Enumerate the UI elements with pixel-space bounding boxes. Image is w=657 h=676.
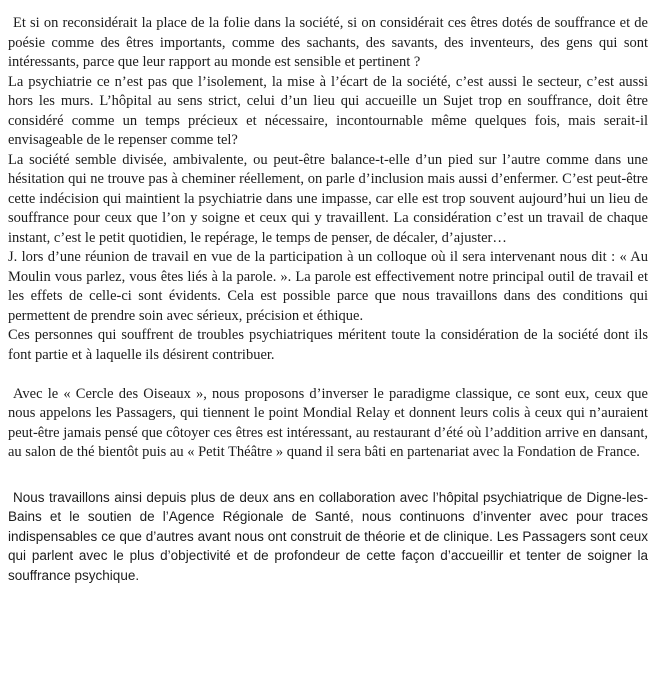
paragraph-consideration: Ces personnes qui souffrent de troubles psychiatriques méritent toute la considération de la société dont ils font partie et à laquelle ils désirent contribuer. xyxy=(8,327,648,363)
paragraph-psychiatrie-secteur: La psychiatrie ce n’est pas que l’isolement, la mise à l’écart de la société, c’est aussi le secteur, c’est aussi hors les murs. L’hôpital au sens strict, celui d’un lieu qui accueille un Sujet trop en souffrance, doit être considéré comme un temps précieux et nécessaire, incontournable même quelques fois, mais serait-il envisageable de le repenser comme tel? xyxy=(8,73,648,148)
paragraph-societe-divisee: La société semble divisée, ambivalente, ou peut-être balance-t-elle d’un pied sur l’autre comme dans une hésitation qui ne trouve pas à cheminer réellement, on parle d’inclusion mais aussi d’enfermer. C’est peut-être cette indécision qui maintient la psychiatrie dans une impasse, car elle est trop souvent aujourd’hui un lieu de souffrance pour ceux que l’on y soigne et ceux qui y travaillent. La considération c’est un travail de chaque instant, c’est le petit quotidien, le repérage, le temps de penser, de décaler, d’ajuster… xyxy=(8,151,648,246)
paragraph-cercle-des-oiseaux: Avec le « Cercle des Oiseaux », nous proposons d’inverser le paradigme classique, ce sont eux, ceux que nous appelons les Passagers, qui tiennent le point Mondial Relay et donnent leurs colis à ceux qui n’auraient peut-être jamais pensé que côtoyer ces êtres est intéressant, au restaurant d’été où l’addition arrive en dansant, au salon de thé bientôt puis au « Petit Théâtre » quand il sera bâti en partenariat avec la Fondation de France. xyxy=(8,385,648,460)
paragraph-citation-moulin: J. lors d’une réunion de travail en vue de la participation à un colloque où il sera intervenant nous dit : « Au Moulin vous parlez, vous êtes liés à la parole. ». La parole est effectivement notre principal outil de travail et les effets de celle-ci sont évidents. Cela est possible parce que nous travaillons dans des conditions qui permettent de prendre soin avec sérieux, précision et éthique. xyxy=(8,249,648,324)
paragraph-collaboration: Nous travaillons ainsi depuis plus de deux ans en collaboration avec l’hôpital psychiatrique de Digne-les-Bains et le soutien de l’Agence Régionale de Santé, nous continuons d’inventer avec pour traces indispensables ce que d’autres avant nous ont construit de théorie et de clinique. Les Passagers sont ceux qui parlent avec le plus d’objectivité et de profondeur de cette façon d’accueillir et tenter de soigner la souffrance psychique. xyxy=(8,489,648,583)
paragraph-intro-question: Et si on reconsidérait la place de la folie dans la société, si on considérait ces êtres dotés de souffrance et de poésie comme des êtres importants, comme des sachants, des savants, des inventeurs, des gens qui sont intéressants, parce que leur rapport au monde est sensible et pertinent ? xyxy=(8,15,648,70)
